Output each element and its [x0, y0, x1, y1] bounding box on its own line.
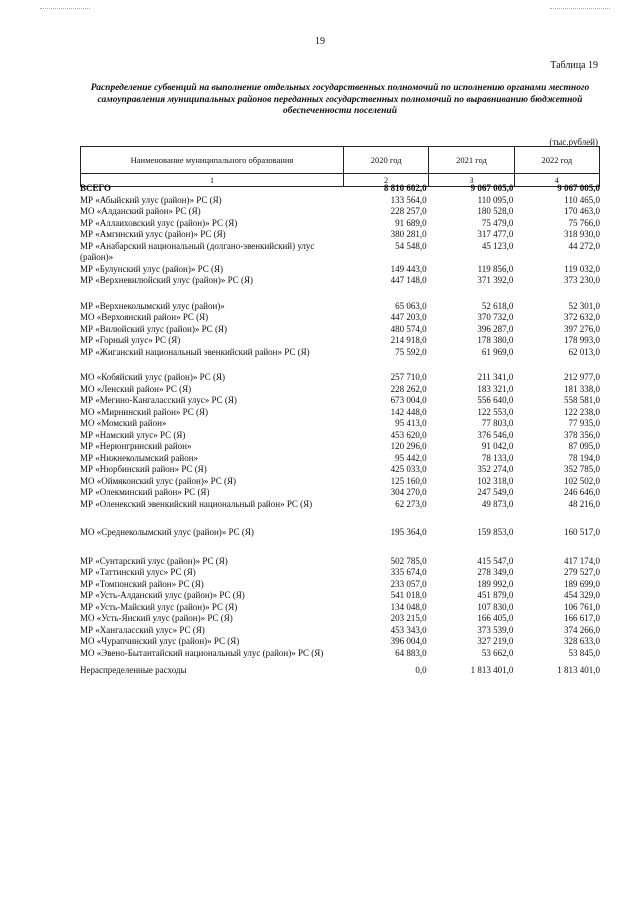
value-2020: 149 443,0	[390, 263, 427, 274]
row-name: МР «Усть-Майский улус (район)» РС (Я)	[80, 601, 238, 612]
value-2021: 77 803,0	[481, 418, 514, 428]
value-2021: 415 547,0	[477, 555, 514, 566]
row-name: МР «Горный улус» РС (Я)	[80, 335, 181, 345]
row-name: МО «Среднеколымский улус (район)» РС (Я)	[80, 527, 254, 537]
value-2020: 65 063,0	[395, 300, 427, 311]
row-name: МР «Амгинский улус (район)» РС (Я)	[80, 229, 226, 239]
table-row	[80, 395, 600, 407]
value-2022: 119 032,0	[564, 263, 600, 274]
value-2022: 166 617,0	[563, 613, 600, 623]
value-2022: 77 935,0	[568, 418, 600, 428]
value-2021: 1 813 401,0	[470, 665, 514, 675]
table-row	[80, 487, 600, 499]
value-2020: 62 273,0	[395, 498, 427, 509]
value-2020: 95 442,0	[395, 452, 427, 463]
table-row	[80, 335, 600, 347]
value-2020: 203 215,0	[390, 613, 427, 623]
header-col-2022: 2022 год	[514, 147, 599, 174]
scan-mark-right	[550, 8, 610, 9]
value-2020: 95 413,0	[395, 418, 427, 428]
value-2020: 673 004,0	[390, 395, 427, 405]
table-row	[80, 567, 600, 579]
row-name: МР «Аллаиховский улус (район)» РС (Я)	[80, 217, 238, 228]
row-spacer	[80, 510, 600, 527]
value-2022: 178 993,0	[563, 335, 600, 345]
value-2020: 228 257,0	[390, 206, 427, 216]
value-2021: 110 095,0	[477, 194, 514, 205]
value-2020: 195 364,0	[390, 527, 427, 537]
row-name: МР «Олекминский район» РС (Я)	[80, 487, 210, 497]
value-2020: 447 203,0	[390, 312, 427, 322]
value-2021: 53 662,0	[481, 647, 514, 658]
value-2020: 502 785,0	[390, 555, 427, 566]
table-row	[80, 590, 600, 602]
value-2021: 122 553,0	[477, 406, 514, 417]
value-2022: 373 230,0	[563, 275, 600, 285]
value-2022: 87 095,0	[568, 441, 600, 451]
value-2022: 62 013,0	[568, 346, 600, 357]
row-name: МР «Нюрбинский район» РС (Я)	[80, 464, 207, 474]
table-row	[80, 430, 600, 442]
table-row	[80, 499, 600, 511]
value-2022: 106 761,0	[563, 601, 600, 612]
value-2020: 228 262,0	[390, 383, 427, 394]
value-2022: 110 465,0	[564, 194, 600, 205]
value-2020: 480 574,0	[390, 323, 427, 334]
value-2022: 246 646,0	[563, 487, 600, 497]
table-row	[80, 418, 600, 430]
row-spacer	[80, 287, 600, 301]
row-spacer	[80, 358, 600, 372]
table-row	[80, 264, 600, 276]
header-num-3: 3	[429, 174, 514, 187]
value-2022: 181 338,0	[563, 383, 600, 394]
value-2020: 214 918,0	[390, 335, 427, 345]
value-2022: 170 463,0	[563, 206, 600, 216]
value-2020: 396 004,0	[390, 636, 427, 646]
table-row	[80, 602, 600, 614]
value-2021: 9 067 005,0	[470, 183, 514, 193]
table-header	[80, 146, 600, 187]
value-2022: 352 785,0	[563, 464, 600, 474]
row-name: МО «Мирнинский район» РС (Я)	[80, 406, 209, 417]
value-2022: 102 502,0	[563, 475, 600, 486]
value-2021: 107 830,0	[477, 601, 514, 612]
value-2022: 328 633,0	[563, 636, 600, 646]
row-name: МР «Вилюйский улус (район)» РС (Я)	[80, 323, 227, 334]
row-name: МР «Жиганский национальный эвенкийский район» РС (Я)	[80, 346, 310, 357]
header-col-name: Наименование муниципального образования	[81, 147, 344, 174]
table-row	[80, 229, 600, 241]
table-row	[80, 665, 600, 677]
value-2021: 376 546,0	[477, 429, 514, 440]
value-2022: 417 174,0	[563, 555, 600, 566]
table-row	[80, 301, 600, 313]
row-name: МО «Кобяйский улус (район)» РС (Я)	[80, 372, 225, 382]
value-2021: 317 477,0	[477, 229, 514, 239]
table-row	[80, 613, 600, 625]
table-row	[80, 636, 600, 648]
value-2020: 8 810 602,0	[383, 183, 427, 193]
table-row	[80, 324, 600, 336]
value-2021: 180 528,0	[477, 206, 514, 216]
table-row	[80, 527, 600, 539]
value-2020: 453 343,0	[390, 624, 427, 635]
value-2021: 49 873,0	[481, 498, 514, 509]
row-name: МР «Хангаласский улус» РС (Я)	[80, 624, 205, 635]
row-name: МР «Томпонский район» РС (Я)	[80, 578, 204, 589]
row-name: МР «Абыйский улус (район)» РС (Я)	[80, 194, 222, 205]
value-2021: 370 732,0	[477, 312, 514, 322]
value-2021: 52 618,0	[481, 300, 514, 311]
value-2022: 122 238,0	[563, 406, 600, 417]
value-2021: 75 479,0	[481, 217, 514, 228]
table-row	[80, 384, 600, 396]
row-name: МР «Мегино-Кангаласский улус» РС (Я)	[80, 395, 237, 405]
table-row	[80, 556, 600, 568]
value-2022: 558 581,0	[563, 395, 600, 405]
header-num-2: 2	[344, 174, 429, 187]
page-number: 19	[315, 36, 325, 47]
value-2020: 134 048,0	[390, 601, 427, 612]
value-2022: 318 930,0	[563, 229, 600, 239]
value-2021: 373 539,0	[477, 624, 514, 635]
value-2022: 279 527,0	[563, 567, 600, 577]
table-row	[80, 453, 600, 465]
value-2022: 75 766,0	[568, 217, 600, 228]
row-name: МО «Верхоянский район» РС (Я)	[80, 312, 209, 322]
row-name: МР «Намский улус» РС (Я)	[80, 429, 186, 440]
value-2022: 454 329,0	[563, 590, 600, 600]
value-2021: 178 380,0	[477, 335, 514, 345]
row-name: МР «Нижнеколымский район»	[80, 452, 199, 463]
header-col-2020: 2020 год	[344, 147, 429, 174]
table-row	[80, 476, 600, 488]
value-2020: 75 592,0	[395, 346, 427, 357]
value-2022: 78 194,0	[568, 452, 600, 463]
row-name: МР «Усть-Алданский улус (район)» РС (Я)	[80, 590, 245, 600]
value-2022: 9 067 005,0	[557, 183, 600, 193]
value-2020: 335 674,0	[390, 567, 427, 577]
table-row	[80, 347, 600, 359]
table-label: Таблица 19	[550, 60, 598, 71]
row-name: МР «Оленекский эвенкийский национальный район» РС (Я)	[80, 498, 313, 509]
units-label: (тыс.рублей)	[549, 137, 598, 147]
header-num-4: 4	[514, 174, 599, 187]
value-2021: 102 318,0	[477, 475, 514, 486]
value-2021: 159 853,0	[477, 527, 514, 537]
row-name: МР «Верхнеколымский улус (район)»	[80, 300, 225, 311]
value-2021: 189 992,0	[477, 578, 514, 589]
table-row	[80, 195, 600, 207]
value-2020: 447 148,0	[390, 275, 427, 285]
table-row	[80, 275, 600, 287]
table-row	[80, 579, 600, 591]
header-col-2021: 2021 год	[429, 147, 514, 174]
table-row	[80, 625, 600, 637]
table-row	[80, 407, 600, 419]
value-2021: 247 549,0	[477, 487, 514, 497]
value-2021: 451 879,0	[477, 590, 514, 600]
value-2021: 278 349,0	[477, 567, 514, 577]
value-2022: 397 276,0	[563, 323, 600, 334]
value-2020: 0,0	[415, 665, 427, 675]
value-2020: 304 270,0	[390, 487, 427, 497]
row-name: МО «Эвено-Бытантайский национальный улус (район)» РС (Я)	[80, 647, 324, 658]
row-name: МО «Чурапчинский улус (район)» РС (Я)	[80, 636, 240, 646]
value-2022: 44 272,0	[568, 240, 600, 251]
value-2020: 120 296,0	[390, 441, 427, 451]
value-2021: 556 640,0	[477, 395, 514, 405]
table-body	[80, 183, 600, 677]
value-2022: 160 517,0	[563, 527, 600, 537]
table-row	[80, 241, 600, 264]
table-row	[80, 648, 600, 660]
header-num-1: 1	[81, 174, 344, 187]
row-name: МР «Булунский улус (район)» РС (Я)	[80, 263, 223, 274]
table-row	[80, 464, 600, 476]
row-name: МО «Оймяконский улус (район)» РС (Я)	[80, 475, 236, 486]
value-2021: 166 405,0	[477, 613, 514, 623]
value-2020: 54 548,0	[395, 240, 427, 251]
value-2021: 352 274,0	[477, 464, 514, 474]
value-2022: 212 977,0	[563, 372, 600, 382]
value-2022: 52 301,0	[568, 300, 600, 311]
scan-mark-left	[40, 8, 90, 9]
row-name: МР «Таттинский улус» РС (Я)	[80, 567, 196, 577]
value-2022: 372 632,0	[563, 312, 600, 322]
value-2022: 378 356,0	[563, 429, 600, 440]
table-row	[80, 206, 600, 218]
row-name: Нераспределенные расходы	[80, 665, 187, 675]
row-name: МР «Нерюнгринский район»	[80, 441, 192, 451]
row-name: МР «Анабарский национальный (долгано-эвенкийский) улус (район)»	[80, 240, 315, 262]
value-2021: 183 321,0	[477, 383, 514, 394]
value-2022: 48 216,0	[568, 498, 600, 509]
row-name: МО «Алданский район» РС (Я)	[80, 206, 201, 216]
value-2020: 541 018,0	[390, 590, 427, 600]
value-2020: 133 564,0	[390, 194, 427, 205]
value-2021: 396 287,0	[477, 323, 514, 334]
table-row	[80, 441, 600, 453]
value-2022: 189 699,0	[563, 578, 600, 589]
value-2021: 327 219,0	[477, 636, 514, 646]
value-2020: 380 281,0	[390, 229, 427, 239]
row-name: МР «Верхневилюйский улус (район)» РС (Я)	[80, 275, 253, 285]
value-2022: 53 845,0	[568, 647, 600, 658]
value-2021: 45 123,0	[481, 240, 514, 251]
table-row	[80, 218, 600, 230]
value-2020: 233 057,0	[390, 578, 427, 589]
value-2020: 257 710,0	[390, 372, 427, 382]
row-name: МО «Ленский район» РС (Я)	[80, 383, 192, 394]
value-2021: 211 341,0	[477, 372, 514, 382]
total-row	[80, 183, 600, 195]
row-name: МР «Сунтарский улус (район)» РС (Я)	[80, 555, 228, 566]
document-title: Распределение субвенций на выполнение отдельных государственных полномочий по исполнению органами местного самоуправления муниципальных районов переданных государственных полномочий по выравниванию бюджетной обеспеченности поселений	[90, 83, 590, 116]
value-2021: 61 969,0	[481, 346, 514, 357]
table-row	[80, 372, 600, 384]
value-2022: 1 813 401,0	[557, 665, 600, 675]
row-spacer	[80, 539, 600, 556]
value-2020: 142 448,0	[390, 406, 427, 417]
row-name: МО «Усть-Янский улус (район)» РС (Я)	[80, 613, 233, 623]
row-name: ВСЕГО	[80, 183, 112, 193]
value-2021: 119 856,0	[477, 263, 514, 274]
value-2020: 425 033,0	[390, 464, 427, 474]
value-2021: 91 042,0	[481, 441, 514, 451]
value-2020: 125 160,0	[390, 475, 427, 486]
value-2021: 78 133,0	[481, 452, 514, 463]
value-2020: 91 689,0	[395, 217, 427, 228]
value-2020: 453 620,0	[390, 429, 427, 440]
row-name: МО «Момский район»	[80, 418, 167, 428]
value-2021: 371 392,0	[477, 275, 514, 285]
value-2020: 64 883,0	[395, 647, 427, 658]
table-row	[80, 312, 600, 324]
value-2022: 374 266,0	[563, 624, 600, 635]
